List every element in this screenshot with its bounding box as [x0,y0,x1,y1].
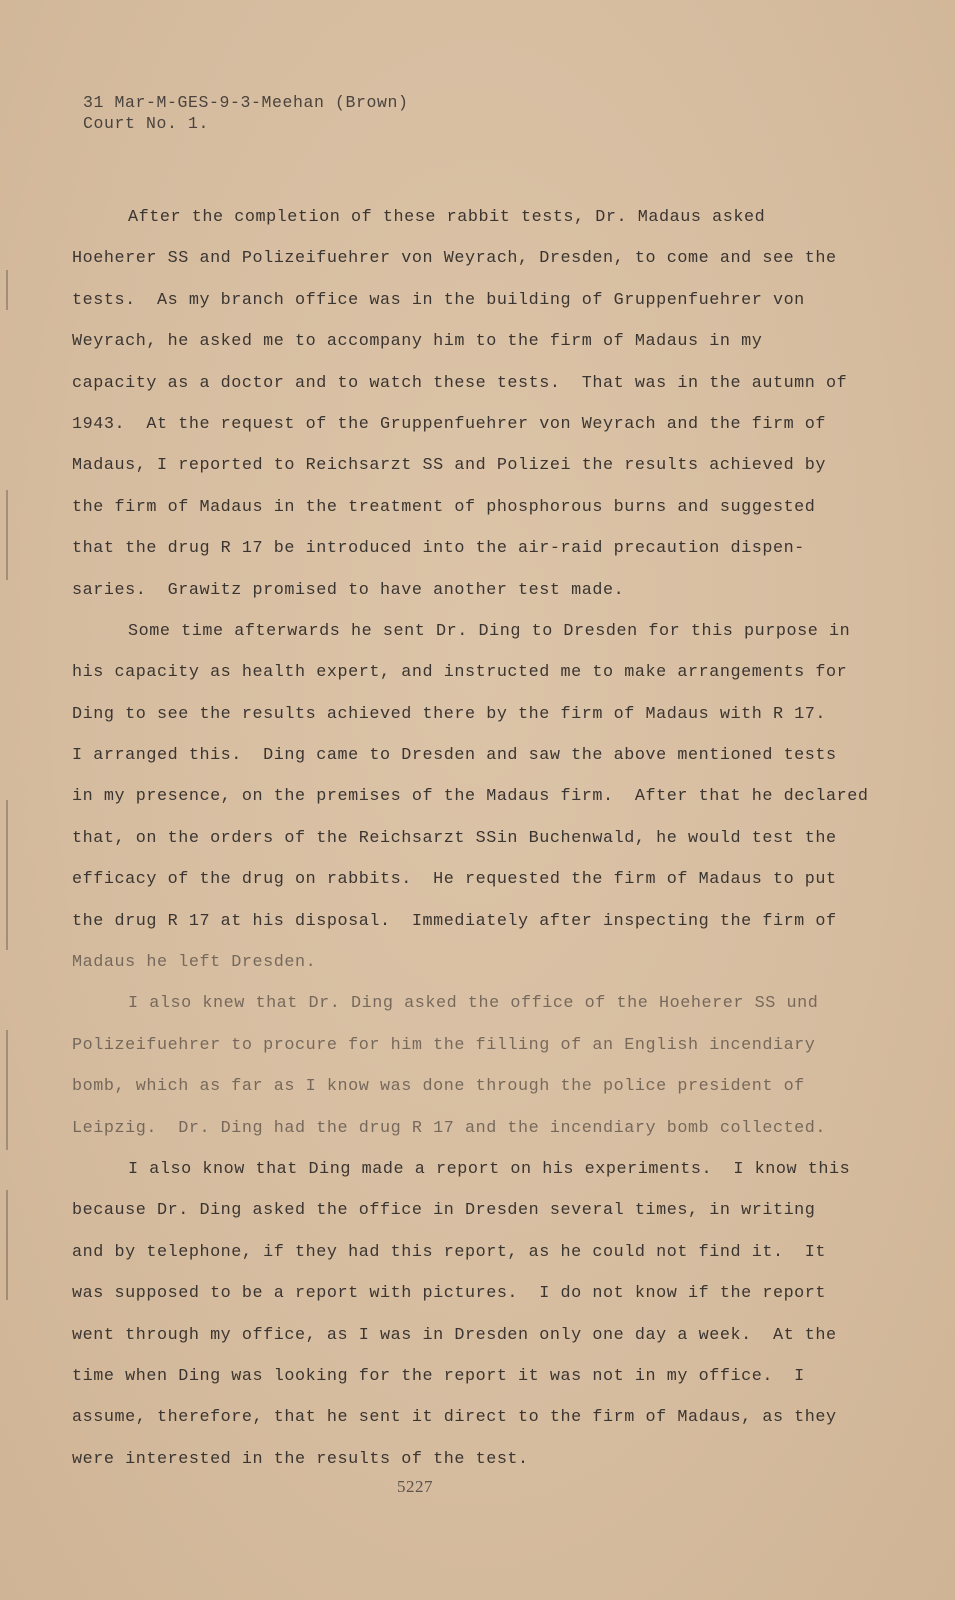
text-line: Ding to see the results achieved there by the firm of Madaus with R 17. [72,704,827,724]
text-line: I also know that Ding made a report on his experiments. I know this [128,1159,851,1179]
text-line: the firm of Madaus in the treatment of phosphorous burns and suggested [72,497,816,517]
text-line: tests. As my branch office was in the building of Gruppenfuehrer von [72,290,805,310]
text-line: 1943. At the request of the Gruppenfuehrer von Weyrach and the firm of [72,414,827,434]
text-line: I also knew that Dr. Ding asked the office of the Hoeherer SS und [128,994,819,1014]
text-line: bomb, which as far as I know was done through the police president of [72,1077,805,1097]
paper-edge-mark [6,1030,8,1150]
text-line: After the completion of these rabbit tests, Dr. Madaus asked [128,208,766,227]
text-line: his capacity as health expert, and instructed me to make arrangements for [72,663,848,683]
text-line: Polizeifuehrer to procure for him the filling of an English incendiary [72,1035,816,1055]
text-line: Hoeherer SS and Polizeifuehrer von Weyrach, Dresden, to come and see the [72,249,837,269]
text-line: were interested in the results of the test. [72,1449,529,1469]
text-line: Some time afterwards he sent Dr. Ding to Dresden for this purpose in [128,621,851,641]
text-line: assume, therefore, that he sent it direct to the firm of Madaus, as they [72,1408,837,1428]
text-line: Weyrach, he asked me to accompany him to the firm of Madaus in my [72,332,763,352]
text-line: saries. Grawitz promised to have another test made. [72,580,625,600]
text-line: and by telephone, if they had this report, as he could not find it. It [72,1242,827,1262]
text-line: Leipzig. Dr. Ding had the drug R 17 and the incendiary bomb collected. [72,1118,827,1138]
text-line: that the drug R 17 be introduced into the air-raid precaution dispen- [72,539,805,559]
text-line: was supposed to be a report with pictures. I do not know if the report [72,1284,827,1304]
text-line: I arranged this. Ding came to Dresden and saw the above mentioned tests [72,746,837,766]
header-court-line: Court No. 1. [83,114,210,133]
text-line: went through my office, as I was in Dresden only one day a week. At the [72,1325,837,1345]
paper-edge-mark [6,800,8,950]
text-line: Madaus he left Dresden. [72,953,317,973]
document-body [72,197,869,1480]
header-reference-line: 31 Mar-M-GES-9-3-Meehan (Brown) [83,93,409,112]
text-line: Madaus, I reported to Reichsarzt SS and Polizei the results achieved by [72,456,827,476]
document-header [83,92,409,134]
paper-edge-mark [6,1190,8,1300]
text-line: the drug R 17 at his disposal. Immediately after inspecting the firm of [72,911,837,931]
page-number: 5227 [397,1477,433,1496]
text-line: that, on the orders of the Reichsarzt SSin Buchenwald, he would test the [72,828,837,848]
text-line: time when Ding was looking for the report it was not in my office. I [72,1366,805,1386]
text-line: because Dr. Ding asked the office in Dresden several times, in writing [72,1201,816,1221]
text-line: capacity as a doctor and to watch these tests. That was in the autumn of [72,373,848,393]
text-line: efficacy of the drug on rabbits. He requested the firm of Madaus to put [72,870,837,890]
paper-edge-mark [6,270,8,310]
paper-edge-mark [6,490,8,580]
text-line: in my presence, on the premises of the Madaus firm. After that he declared [72,787,869,807]
